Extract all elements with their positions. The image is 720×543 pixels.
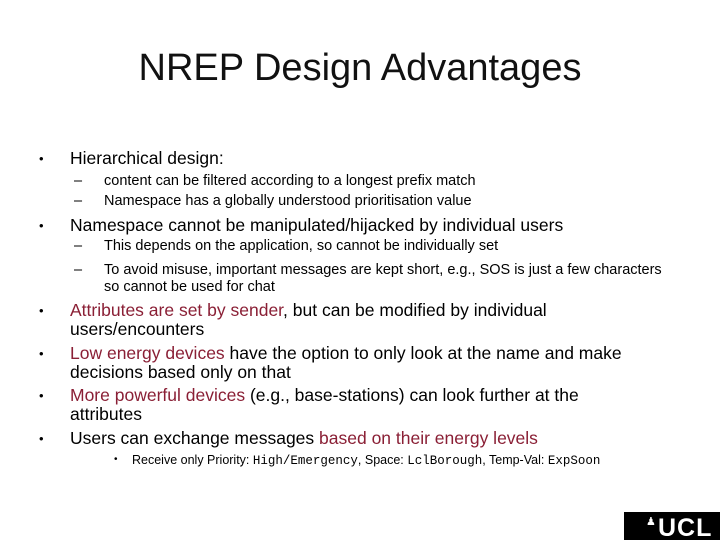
bullet-icon: • <box>39 303 44 318</box>
bullet-icon: • <box>114 454 118 465</box>
sub-sub-bullet <box>114 452 712 469</box>
bullet-text: Namespace cannot be manipulated/hijacked by individual users <box>70 215 564 235</box>
space-value: LclBorough <box>407 454 483 468</box>
bullet-icon: • <box>39 388 44 403</box>
bullet-highlight: More powerful devices <box>70 385 246 405</box>
sub-bullet-text: To avoid misuse, important messages are kept short, e.g., SOS is just a few characters so cannot be used for chat <box>104 262 662 295</box>
bullet-attributes <box>39 300 590 339</box>
sub-bullet-text: content can be filtered according to a longest prefix match <box>104 173 476 189</box>
crest-icon: ♟ <box>646 516 656 528</box>
dash-icon: – <box>74 262 83 278</box>
bullet-namespace <box>39 215 700 235</box>
bullet-powerful <box>39 385 630 424</box>
bullet-exchange <box>39 428 700 448</box>
bullet-icon: • <box>39 218 44 233</box>
bullet-icon: • <box>39 346 44 361</box>
bullet-text: Hierarchical design: <box>70 148 224 168</box>
bullet-low-energy <box>39 343 670 382</box>
bullet-hierarchical <box>39 148 700 168</box>
sub-bullet-text: Namespace has a globally understood prioritisation value <box>104 193 472 209</box>
sub-bullet <box>74 173 674 190</box>
space-label: , Space: <box>357 453 408 467</box>
sub-bullet <box>74 238 674 255</box>
bullet-text: have the option to only look at the name and make decisions based only on that <box>70 343 622 382</box>
page-title: NREP Design Advantages <box>138 47 582 89</box>
sub-bullet-text: This depends on the application, so cannot be individually set <box>104 238 499 254</box>
bullet-text: (e.g., base-stations) can look further at the attributes <box>70 385 579 424</box>
sub-bullet <box>74 193 674 210</box>
priority-value: High/Emergency <box>252 454 358 468</box>
bullet-text: Users can exchange messages <box>70 428 320 448</box>
bullet-highlight: Attributes are set by sender <box>70 300 284 320</box>
dash-icon: – <box>74 173 83 189</box>
temp-value: ExpSoon <box>547 454 601 468</box>
dash-icon: – <box>74 193 83 209</box>
sub-bullet <box>74 262 674 296</box>
priority-label: Receive only Priority: <box>132 453 253 467</box>
temp-label: , Temp-Val: <box>482 453 548 467</box>
ucl-logo <box>624 512 720 540</box>
bullet-icon: • <box>39 431 44 446</box>
bullet-highlight: Low energy devices <box>70 343 225 363</box>
bullet-highlight: based on their energy levels <box>319 428 538 448</box>
logo-text: UCL <box>658 514 713 542</box>
dash-icon: – <box>74 238 83 254</box>
bullet-text: , but can be modified by individual users/encounters <box>70 300 547 339</box>
bullet-icon: • <box>39 151 44 166</box>
